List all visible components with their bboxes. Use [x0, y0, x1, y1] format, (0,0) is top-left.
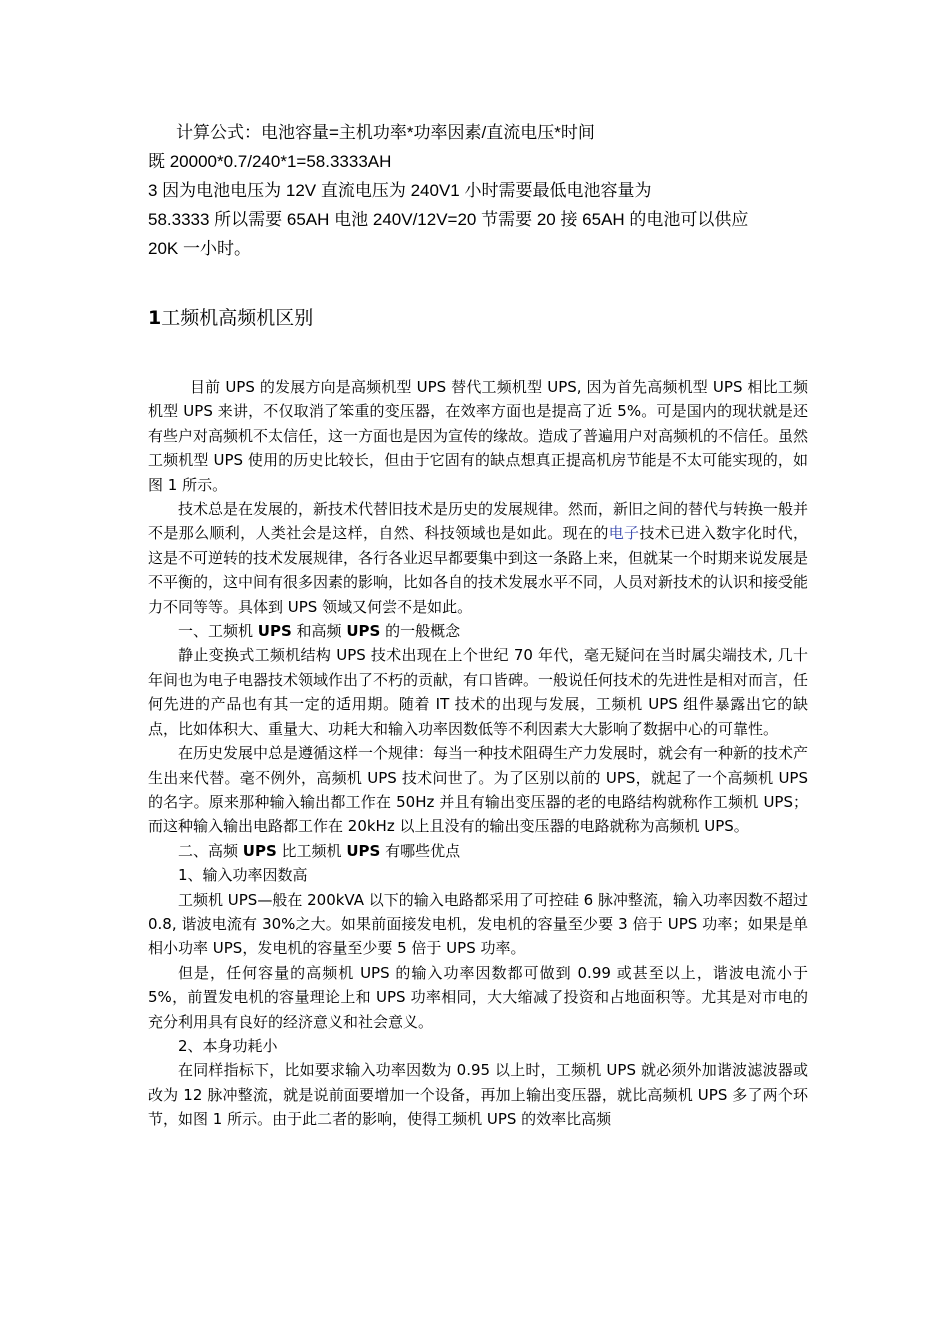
explanation-line: 3 因为电池电压为 12V 直流电压为 240V1 小时需要最低电池容量为: [148, 181, 652, 200]
subheading-ups: UPS: [346, 841, 381, 860]
paragraph-text: 技术总是在发展的，新技术代替旧技术是历史的发展规律。然而，新旧之间的替代与转换一般并不是那么顺利，人类社会是这样，自然、科技领域也是如此。现在的: [148, 500, 809, 543]
subheading-text: 的一般概念: [380, 622, 461, 641]
paragraph-development: 在历史发展中总是遵循这样一个规律：每当一种技术阻碍生产力发展时，就会有一种新的技术产生出来代替。毫不例外，高频机 UPS 技术问世了。为了区别以前的 UPS，就起了一个高频机 UPS 的名字。原来那种输入输出都工作在 50Hz 并且有输出变压器的老的电路结构就称作工频机 UPS；而这种输入输出电路都工作在 20kHz 以上且没有的输出变压器的电路就称为高频机 UPS。: [148, 744, 809, 836]
subheading-ups: UPS: [346, 622, 381, 641]
subheading-advantages: [148, 839, 808, 863]
formula-line: 计算公式：电池容量=主机功率*功率因素/直流电压*时间: [176, 123, 595, 142]
subheading-text: 二、高频: [178, 841, 243, 860]
heading-title: 工频机高频机区别: [161, 307, 314, 329]
subheading-text: 比工频机: [276, 841, 347, 860]
heading-number: 1: [148, 307, 162, 329]
section-heading: [148, 303, 313, 333]
paragraph-text: 技术已进入数字化时代，这是不可逆转的技术发展规律，各行各业迟早都要集中到这一条路上来，但就某一个时期来说发展是不平衡的，这中间有很多因素的影响，比如各自的技术发展水平不同，人员对新技术的认识和接受能力不同等等。具体到 UPS 领域又何尝不是如此。: [148, 524, 809, 616]
paragraph-power-factor: 工频机 UPS—般在 200kVA 以下的输入电路都采用了可控硅 6 脉冲整流，输入功率因数不超过 0.8, 谐波电流有 30%之大。如果前面接发电机，发电机的容量至少要 3 倍于 UPS 功率；如果是单相小功率 UPS，发电机的容量至少要 5 倍于 UPS 功率。: [148, 890, 808, 958]
subheading-concepts: [148, 619, 808, 643]
subheading-ups: UPS: [242, 841, 277, 860]
calculation-line: 既 20000*0.7/240*1=58.3333AH: [148, 152, 392, 171]
subheading-ups: UPS: [257, 622, 292, 641]
paragraph-high-frequency: 但是，任何容量的高频机 UPS 的输入功率因数都可做到 0.99 或甚至以上，谐波电流小于 5%，前置发电机的容量理论上和 UPS 功率相同，大大缩减了投资和占地面积等。尤其是对市电的充分利用具有良好的经济意义和社会意义。: [148, 963, 808, 1031]
paragraph-history: 静止变换式工频机结构 UPS 技术出现在上个世纪 70 年代，毫无疑问在当时属尖端技术, 几十年间也为电子电器技术领域作出了不朽的贡献，有口皆碑。一般说任何技术的先进性是相对而言，任何先进的产品也有其一定的适用期。随着 IT 技术的出现与发展，工频机 UPS 组件暴露出它的缺点，比如体积大、重量大、功耗大和输入功率因数低等不利因素大大影响了数据中心的可靠性。: [148, 646, 809, 738]
subheading-power-factor: 1、输入功率因数高: [178, 866, 308, 885]
electronics-link[interactable]: 电子: [608, 524, 640, 543]
explanation-line-3: 20K 一小时。: [148, 239, 251, 258]
paragraph-technology: [148, 497, 808, 619]
subheading-text: 有哪些优点: [380, 841, 461, 860]
subheading-text: 一、工频机: [178, 622, 258, 641]
article-body: [148, 375, 808, 1132]
paragraph-efficiency: 在同样指标下，比如要求输入功率因数为 0.95 以上时，工频机 UPS 就必须外加谐波滤波器或改为 12 脉冲整流，就是说前面要增加一个设备，再加上输出变压器，就比高频机 UPS 多了两个环节，如图 1 所示。由于此二者的影响，使得工频机 UPS 的效率比高频: [148, 1061, 808, 1129]
paragraph-intro: 目前 UPS 的发展方向是高频机型 UPS 替代工频机型 UPS, 因为首先高频机型 UPS 相比工频机型 UPS 来讲，不仅取消了笨重的变压器，在效率方面也是提高了近 5%。可是国内的现状就是还有些户对高频机不太信任，这一方面也是因为宣传的缘故。造成了普遍用户对高频机的不信任。虽然工频机型 UPS 使用的历史比较长，但由于它固有的缺点想真正提高机房节能是不太可能实现的，如图 1 所示。: [148, 378, 809, 494]
explanation-line-2: 58.3333 所以需要 65AH 电池 240V/12V=20 节需要 20 接 65AH 的电池可以供应: [148, 210, 749, 229]
subheading-power-loss: 2、本身功耗小: [178, 1036, 278, 1055]
battery-calculation: [148, 118, 808, 263]
subheading-text: 和高频: [291, 622, 347, 641]
